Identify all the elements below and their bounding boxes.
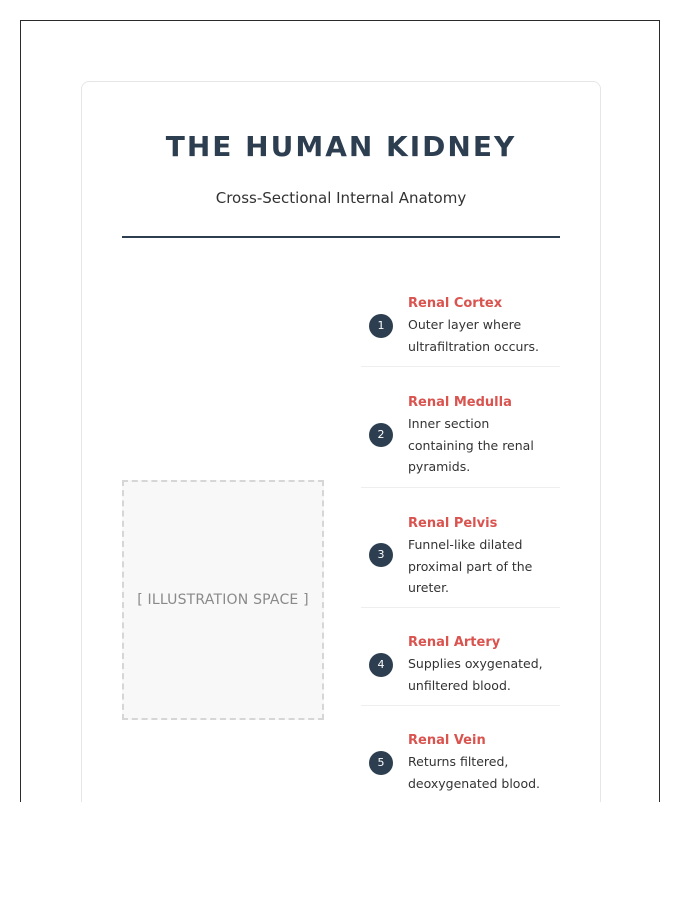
title-divider (122, 236, 560, 238)
legend-item-text (408, 294, 558, 357)
legend-item-description: Funnel-like dilated proximal part of the ureter. (408, 537, 533, 595)
legend-item-name: Renal Artery (408, 635, 501, 650)
legend-item-text (408, 514, 558, 599)
page-frame (20, 20, 660, 802)
legend-item-description: Supplies oxygenated, unfiltered blood. (408, 656, 543, 693)
legend-number-badge: 1 (369, 314, 393, 338)
legend-item-text (408, 633, 558, 696)
legend-item-description: Inner section containing the renal pyramids. (408, 416, 534, 474)
legend-number-badge: 2 (369, 423, 393, 447)
page-subtitle: Cross-Sectional Internal Anatomy (215, 189, 467, 207)
legend-item-name: Renal Vein (408, 733, 486, 748)
page-title: THE HUMAN KIDNEY (165, 130, 517, 163)
legend-item-description: Outer layer where ultrafiltration occurs. (408, 317, 539, 354)
legend-number-badge: 5 (369, 751, 393, 775)
legend-list (361, 282, 560, 802)
illustration-placeholder (122, 480, 324, 720)
legend-number-badge: 4 (369, 653, 393, 677)
diagram-card (81, 81, 601, 802)
legend-item-description: Returns filtered, deoxygenated blood. (408, 754, 541, 791)
legend-number-badge: 3 (369, 543, 393, 567)
legend-item-name: Renal Medulla (408, 395, 512, 410)
legend-item-renal-medulla (361, 367, 560, 488)
legend-item-text (408, 731, 558, 794)
legend-item-renal-cortex (361, 282, 560, 367)
legend-item-renal-artery (361, 608, 560, 706)
legend-item-renal-pelvis (361, 488, 560, 608)
legend-item-name: Renal Cortex (408, 296, 503, 311)
legend-item-name: Renal Pelvis (408, 516, 498, 531)
legend-item-text (408, 393, 558, 478)
legend-item-renal-vein (361, 706, 560, 802)
illustration-label: [ ILLUSTRATION SPACE ] (137, 592, 309, 608)
